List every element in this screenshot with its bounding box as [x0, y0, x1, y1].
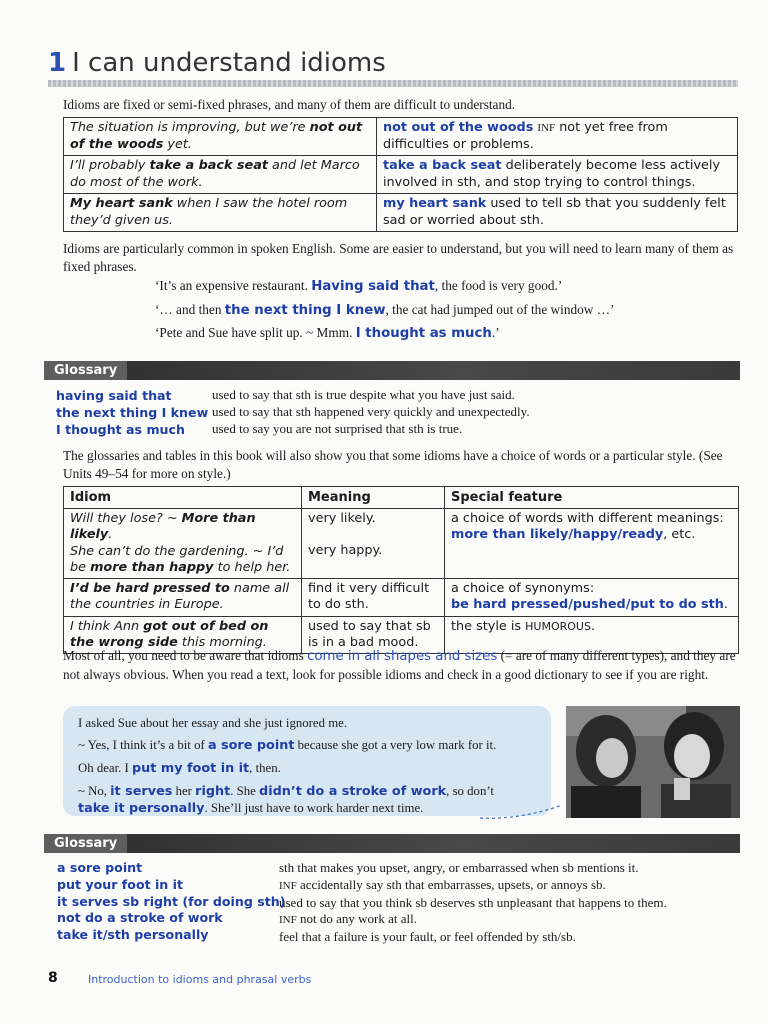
dialogue-line: ~ Yes, I think it’s a bit of a sore point because she got a very low mark for it. — [78, 738, 497, 753]
table-header-row — [64, 487, 739, 509]
column-header: Special feature — [445, 487, 739, 509]
table-cell: Will they lose? ~ More than likely. She can’t do the gardening. ~ I’d be more than happy to help her. — [64, 509, 302, 579]
glossary-term: not do a stroke of work — [57, 910, 223, 926]
glossary-term: a sore point — [57, 860, 143, 875]
glossary-definition: used to say that sth happened very quickly and unexpectedly. — [212, 403, 530, 419]
table-cell: take a back seat deliberately become less actively involved in sth, and stop trying to control things. — [377, 156, 738, 194]
table-cell: My heart sank when I saw the hotel room they’d given us. — [64, 194, 377, 232]
table-cell: not out of the woods INF not yet free from difficulties or problems. — [377, 118, 738, 156]
table-cell: a choice of synonyms: be hard pressed/pushed/put to do sth. — [445, 579, 739, 617]
title-rule — [48, 80, 738, 87]
glossary-header — [44, 361, 740, 380]
table-row — [64, 194, 738, 232]
glossary-term: the next thing I knew — [56, 404, 209, 420]
table-cell: The situation is improving, but we’re not out of the woods yet. — [64, 118, 377, 156]
glossary-definition: used to say that you think sb deserves sth unpleasant that happens to them. — [279, 894, 667, 910]
glossary-definition: used to say you are not surprised that sth is true. — [212, 420, 463, 436]
glossary-label: Glossary — [44, 361, 127, 380]
para-glossaries: The glossaries and tables in this book will also show you that some idioms have a choice of words or a particular style. (See Units 49–54 for more on style.) — [63, 448, 723, 481]
para-spoken-english: Idioms are particularly common in spoken English. Some are easier to understand, but you will need to learn many of them as fixed phrases. — [63, 241, 734, 274]
table-cell: I’d be hard pressed to name all the countries in Europe. — [64, 579, 302, 617]
dialogue-text — [78, 712, 548, 817]
dialogue-line: ~ No, it serves her right. She didn’t do a stroke of work, so don’t — [78, 784, 494, 799]
glossary-term: I thought as much — [56, 421, 185, 437]
intro-text: Idioms are fixed or semi-fixed phrases, and many of them are difficult to understand. — [63, 97, 516, 112]
glossary-terms — [57, 860, 285, 944]
page-title — [48, 48, 386, 78]
table-cell: find it very difficult to do sth. — [302, 579, 445, 617]
table-row — [64, 156, 738, 194]
glossary-definition: INF accidentally say sth that embarrasses, upsets, or annoys sb. — [279, 876, 606, 892]
table-cell: used to say that sb is in a bad mood. — [302, 616, 445, 654]
glossary-term: put your foot in it — [57, 876, 183, 892]
glossary-definition: feel that a failure is your fault, or feel offended by sth/sb. — [279, 929, 576, 945]
glossary-definition: sth that makes you upset, angry, or embarrassed when sb mentions it. — [279, 860, 639, 875]
para-shapes-sizes: Most of all, you need to be aware that idioms come in all shapes and sizes (= are of many different types), and they are not always obvious. When you read a text, look for possible idioms and check in a good dictionary to see if you are right. — [63, 648, 736, 682]
glossary-terms — [56, 388, 208, 438]
example-sentence: ‘… and then the next thing I knew, the cat had jumped out of the window …’ — [155, 302, 615, 318]
glossary-label: Glossary — [44, 834, 127, 853]
glossary-definitions — [212, 387, 530, 437]
table-row — [64, 579, 739, 617]
unit-number: 1 — [48, 48, 67, 78]
glossary-term: take it/sth personally — [57, 927, 209, 943]
glossary-definition: used to say that sth is true despite what you have just said. — [212, 387, 515, 402]
page-number: 8 — [48, 970, 58, 986]
dialogue-line: I asked Sue about her essay and she just ignored me. — [78, 716, 348, 730]
dialogue-line: take it personally. She’ll just have to work harder next time. — [78, 801, 424, 816]
glossary-definition: INF not do any work at all. — [279, 911, 417, 927]
unit-title: I can understand idioms — [72, 48, 386, 78]
example-sentence: ‘It’s an expensive restaurant. Having said that, the food is very good.’ — [155, 278, 563, 294]
column-header: Idiom — [64, 487, 302, 509]
idiom-features-table — [63, 486, 739, 654]
idiom-examples-table — [63, 117, 738, 232]
example-sentence: ‘Pete and Sue have split up. ~ Mmm. I thought as much.’ — [155, 325, 500, 341]
table-row — [64, 118, 738, 156]
photo-image — [566, 706, 740, 818]
glossary-definitions — [279, 860, 667, 946]
glossary-term: it serves sb right (for doing sth) — [57, 893, 286, 909]
table-cell: very likely. very happy. — [302, 509, 445, 579]
footer-text: Introduction to idioms and phrasal verbs — [88, 973, 312, 986]
table-cell: my heart sank used to tell sb that you suddenly felt sad or worried about sth. — [377, 194, 738, 232]
table-cell: a choice of words with different meanings: more than likely/happy/ready, etc. — [445, 509, 739, 579]
table-cell: I’ll probably take a back seat and let Marco do most of the work. — [64, 156, 377, 194]
table-cell: I think Ann got out of bed on the wrong side this morning. — [64, 616, 302, 654]
glossary-term: having said that — [56, 388, 172, 403]
glossary-header — [44, 834, 740, 853]
dialogue-line: Oh dear. I put my foot in it, then. — [78, 761, 281, 776]
table-cell: the style is HUMOROUS. — [445, 616, 739, 654]
two-women-photo — [566, 706, 740, 818]
column-header: Meaning — [302, 487, 445, 509]
table-row — [64, 509, 739, 579]
